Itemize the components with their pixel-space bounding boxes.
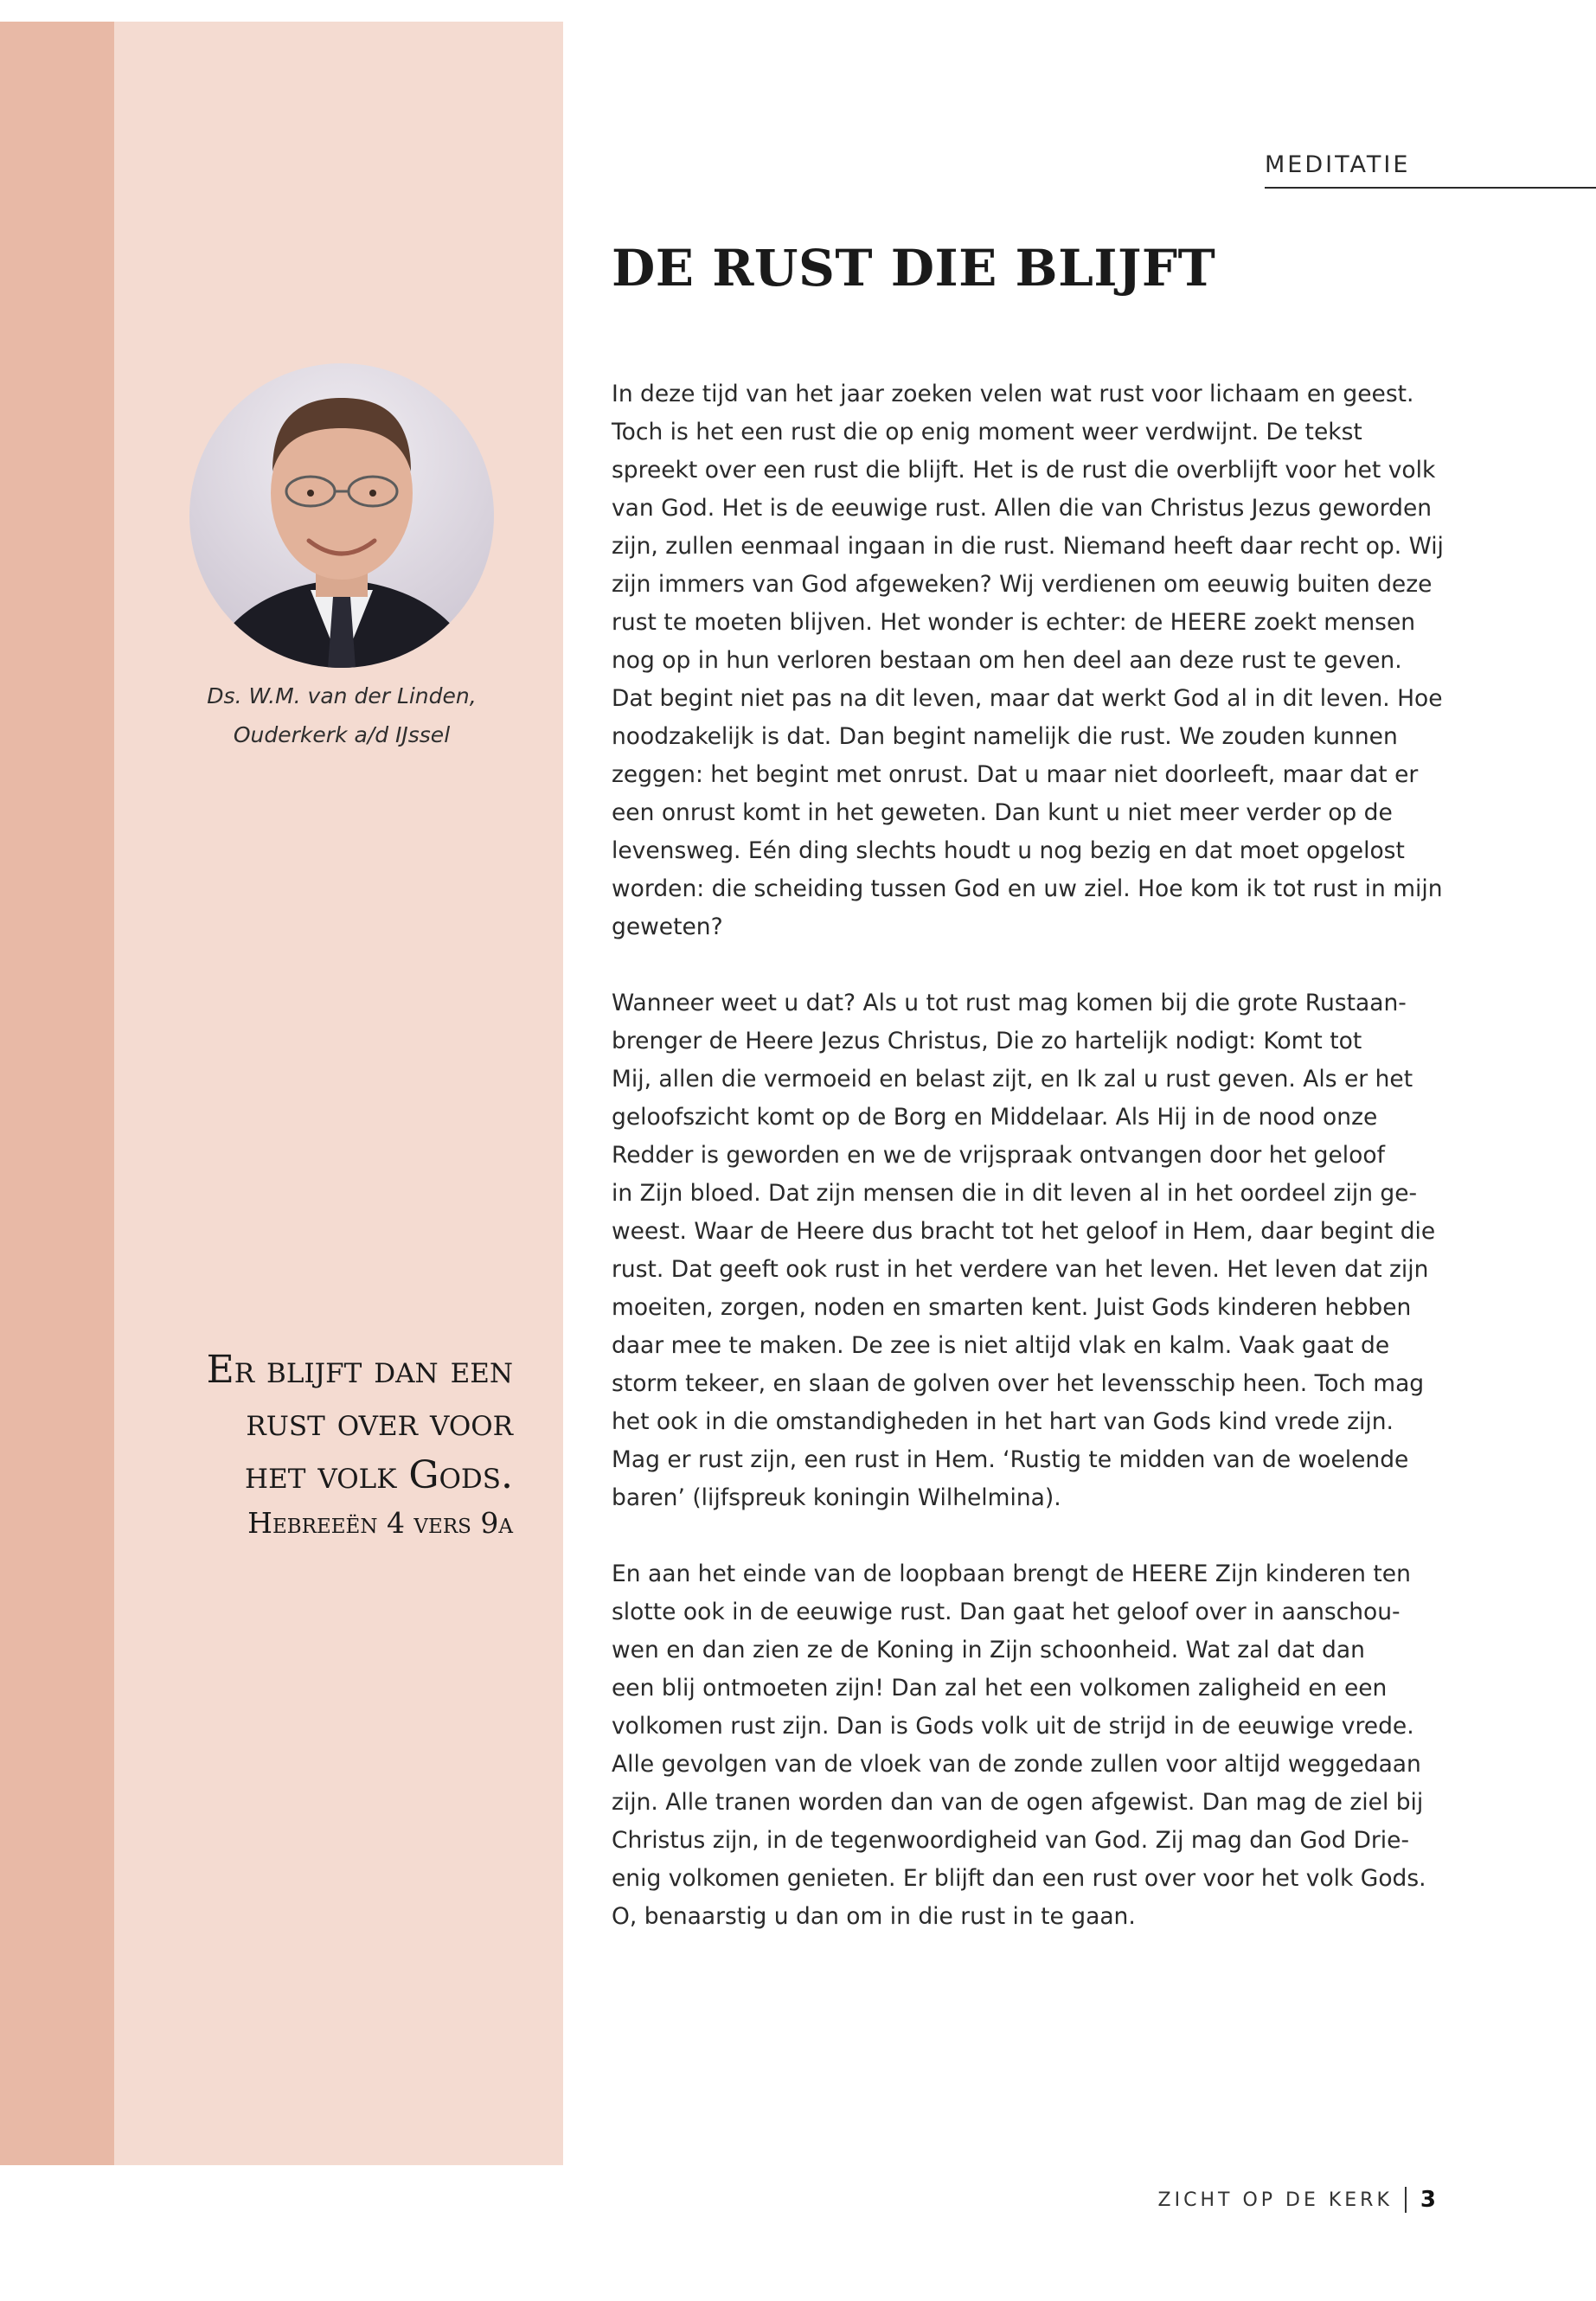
article-line: een onrust komt in het geweten. Dan kunt u niet meer verder op de xyxy=(612,799,1393,826)
page-number: 3 xyxy=(1420,2187,1436,2213)
article-line: Alle gevolgen van de vloek van de zonde zullen voor altijd weggedaan xyxy=(612,1751,1421,1778)
article-body xyxy=(612,375,1442,1974)
article-line: storm tekeer, en slaan de golven over het levensschip heen. Toch mag xyxy=(612,1370,1425,1397)
article-line: zijn, zullen eenmaal ingaan in die rust. Niemand heeft daar recht op. Wij xyxy=(612,533,1444,560)
author-portrait-image xyxy=(189,363,494,668)
article-line: daar mee te maken. De zee is niet altijd vlak en kalm. Vaak gaat de xyxy=(612,1332,1390,1359)
article-line: Redder is geworden en we de vrijspraak ontvangen door het geloof xyxy=(612,1142,1385,1169)
article-line: Dat begint niet pas na dit leven, maar dat werkt God al in dit leven. Hoe xyxy=(612,685,1443,712)
article-line: zeggen: het begint met onrust. Dat u maar niet doorleeft, maar dat er xyxy=(612,761,1419,788)
author-location: Ouderkerk a/d IJssel xyxy=(233,722,451,747)
article-line: baren’ (lijfspreuk koningin Wilhelmina). xyxy=(612,1484,1061,1511)
article-line: rust te moeten blijven. Het wonder is echter: de HEERE zoekt mensen xyxy=(612,609,1416,636)
footer-divider xyxy=(1405,2187,1407,2213)
article-line: het ook in die omstandigheden in het hart van Gods kind vrede zijn. xyxy=(612,1408,1394,1435)
author-caption xyxy=(164,676,519,754)
article-line: O, benaarstig u dan om in die rust in te gaan. xyxy=(612,1903,1136,1930)
publication-name: ZICHT OP DE KERK xyxy=(1157,2189,1393,2211)
article-line: nog op in hun verloren bestaan om hen deel aan deze rust te geven. xyxy=(612,647,1402,674)
article-line: volkomen rust zijn. Dan is Gods volk uit de strijd in de eeuwige vrede. xyxy=(612,1713,1414,1740)
article-paragraph xyxy=(612,1555,1442,1936)
article-line: In deze tijd van het jaar zoeken velen wat rust voor lichaam en geest. xyxy=(612,381,1414,407)
article-line: wen en dan zien ze de Koning in Zijn schoonheid. Wat zal dat dan xyxy=(612,1637,1365,1663)
article-line: Mag er rust zijn, een rust in Hem. ‘Rustig te midden van de woelende xyxy=(612,1446,1409,1473)
article-line: enig volkomen genieten. Er blijft dan een rust over voor het volk Gods. xyxy=(612,1865,1426,1892)
section-rule xyxy=(1265,187,1596,189)
author-portrait xyxy=(189,363,494,668)
decorative-band-light xyxy=(114,22,563,2165)
article-line: moeiten, zorgen, noden en smarten kent. Juist Gods kinderen hebben xyxy=(612,1294,1412,1321)
article-line: van God. Het is de eeuwige rust. Allen die van Christus Jezus geworden xyxy=(612,495,1433,522)
article-line: levensweg. Eén ding slechts houdt u nog bezig en dat moet opgelost xyxy=(612,837,1405,864)
article-line: een blij ontmoeten zijn! Dan zal het een volkomen zaligheid en een xyxy=(612,1675,1388,1702)
article-line: worden: die scheiding tussen God en uw ziel. Hoe kom ik tot rust in mijn xyxy=(612,875,1443,902)
article-paragraph xyxy=(612,375,1442,946)
article-line: Toch is het een rust die op enig moment weer verdwijnt. De tekst xyxy=(612,419,1362,445)
article-line: zijn. Alle tranen worden dan van de ogen afgewist. Dan mag de ziel bij xyxy=(612,1789,1424,1816)
article-line: geweten? xyxy=(612,913,723,940)
article-line: geloofszicht komt op de Borg en Middelaar. Als Hij in de nood onze xyxy=(612,1104,1378,1131)
article-line: spreekt over een rust die blijft. Het is de rust die overblijft voor het volk xyxy=(612,457,1436,484)
article-line: noodzakelijk is dat. Dan begint namelijk die rust. We zouden kunnen xyxy=(612,723,1398,750)
section-label: MEDITATIE xyxy=(1265,151,1411,178)
article-line: zijn immers van God afgeweken? Wij verdienen om eeuwig buiten deze xyxy=(612,571,1433,598)
pull-quote-reference: Hebreeën 4 vers 9a xyxy=(247,1506,513,1540)
article-line: En aan het einde van de loopbaan brengt de HEERE Zijn kinderen ten xyxy=(612,1561,1411,1587)
article-line: Wanneer weet u dat? Als u tot rust mag komen bij die grote Rustaan- xyxy=(612,990,1407,1016)
pull-quote-line: rust over voor xyxy=(246,1400,513,1445)
author-name: Ds. W.M. van der Linden, xyxy=(207,683,477,708)
article-line: rust. Dat geeft ook rust in het verdere van het leven. Het leven dat zijn xyxy=(612,1256,1429,1283)
article-line: brenger de Heere Jezus Christus, Die zo hartelijk nodigt: Komt tot xyxy=(612,1028,1362,1054)
page-title: DE RUST DIE BLIJFT xyxy=(612,239,1216,298)
decorative-band-dark xyxy=(0,22,114,2165)
article-line: Mij, allen die vermoeid en belast zijt, en Ik zal u rust geven. Als er het xyxy=(612,1066,1413,1093)
article-paragraph xyxy=(612,984,1442,1517)
article-line: weest. Waar de Heere dus bracht tot het geloof in Hem, daar begint die xyxy=(612,1218,1436,1245)
article-line: in Zijn bloed. Dat zijn mensen die in dit leven al in het oordeel zijn ge- xyxy=(612,1180,1418,1207)
page-footer xyxy=(1158,2187,1436,2213)
article-line: slotte ook in de eeuwige rust. Dan gaat het geloof over in aanschou- xyxy=(612,1599,1401,1625)
pull-quote xyxy=(130,1343,513,1545)
pull-quote-line: Er blijft dan een xyxy=(206,1348,513,1392)
pull-quote-line: het volk Gods. xyxy=(245,1453,513,1497)
article-line: Christus zijn, in de tegenwoordigheid van God. Zij mag dan God Drie- xyxy=(612,1827,1410,1854)
